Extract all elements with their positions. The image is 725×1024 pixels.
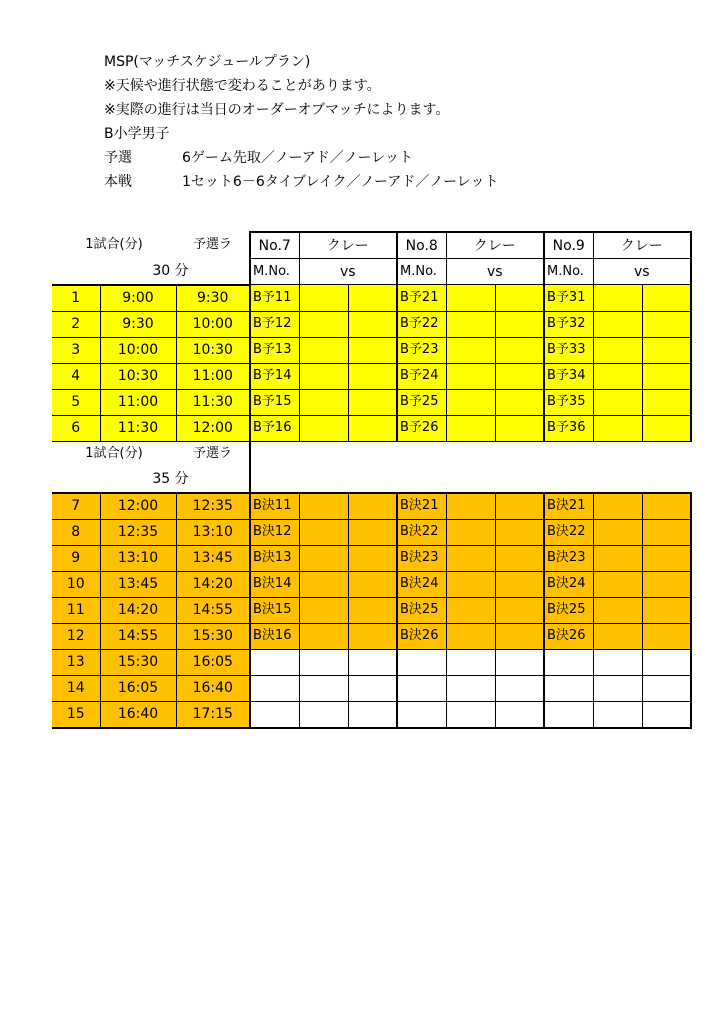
player-slot [348,597,397,623]
match-number: B予15 [250,389,299,415]
match-number: B予34 [544,363,593,389]
vs-label: vs [299,259,397,285]
start-time: 14:20 [100,597,176,623]
end-time: 13:10 [176,519,250,545]
court-number: No.9 [544,232,593,259]
block-header-row [52,232,691,259]
vs-label: vs [593,259,691,285]
player-slot [642,545,691,571]
player-slot [642,623,691,649]
schedule-row [52,597,691,623]
player-slot [348,519,397,545]
main-label: 本戦 [104,174,132,190]
player-slot [495,623,544,649]
player-slot [593,623,642,649]
round-number: 8 [52,519,100,545]
mno-label: M.No. [250,259,299,285]
player-slot [299,389,348,415]
player-slot [446,311,495,337]
schedule-row [52,519,691,545]
round-label: 予選ラ [176,441,250,467]
match-number: B予25 [397,389,446,415]
match-number: B予23 [397,337,446,363]
player-slot [299,363,348,389]
start-time: 15:30 [100,649,176,675]
match-number: B決21 [397,493,446,520]
round-number: 10 [52,571,100,597]
schedule-row [52,337,691,363]
match-number: B予13 [250,337,299,363]
player-slot [495,675,544,701]
end-time: 11:30 [176,389,250,415]
player-slot [642,649,691,675]
match-number: B予11 [250,285,299,312]
player-slot [593,311,642,337]
prelim-rule: 6ゲーム先取／ノーアド／ノーレット [182,150,413,166]
end-time: 11:00 [176,363,250,389]
header-spacer [250,467,691,493]
player-slot [446,519,495,545]
start-time: 11:30 [100,415,176,441]
main-rule: 1セット6－6タイブレイク／ノーアド／ノーレット [182,174,499,190]
player-slot [299,701,348,728]
player-slot [446,545,495,571]
start-time: 9:00 [100,285,176,312]
player-slot [446,493,495,520]
round-number: 3 [52,337,100,363]
match-number [397,649,446,675]
block-header-row [52,441,691,467]
main-format [104,170,499,194]
start-time: 16:40 [100,701,176,728]
schedule-row [52,389,691,415]
court-number: No.7 [250,232,299,259]
prelim-label: 予選 [104,150,132,166]
player-slot [299,311,348,337]
player-slot [446,363,495,389]
mno-label: M.No. [544,259,593,285]
header-spacer [250,441,691,467]
player-slot [495,545,544,571]
player-slot [446,623,495,649]
match-number: B決24 [397,571,446,597]
player-slot [299,571,348,597]
player-slot [495,649,544,675]
match-number: B決23 [397,545,446,571]
player-slot [299,675,348,701]
player-slot [642,415,691,441]
player-slot [446,415,495,441]
player-slot [299,649,348,675]
end-time: 16:05 [176,649,250,675]
player-slot [495,571,544,597]
match-number: B予35 [544,389,593,415]
start-time: 16:05 [100,675,176,701]
end-time: 10:00 [176,311,250,337]
match-number: B決24 [544,571,593,597]
player-slot [495,285,544,312]
match-number: B予21 [397,285,446,312]
player-slot [495,597,544,623]
end-time: 16:40 [176,675,250,701]
schedule-row [52,675,691,701]
player-slot [642,675,691,701]
player-slot [348,285,397,312]
player-slot [348,649,397,675]
player-slot [446,597,495,623]
match-number: B予26 [397,415,446,441]
player-slot [495,337,544,363]
match-number: B予12 [250,311,299,337]
player-slot [593,649,642,675]
player-slot [642,701,691,728]
player-slot [446,389,495,415]
match-number: B予31 [544,285,593,312]
player-slot [593,519,642,545]
match-number: B予14 [250,363,299,389]
player-slot [495,389,544,415]
player-slot [642,597,691,623]
match-number [544,701,593,728]
match-minutes: 30 分 [52,259,250,285]
match-number: B決12 [250,519,299,545]
start-time: 12:00 [100,493,176,520]
match-number: B決13 [250,545,299,571]
schedule-row [52,415,691,441]
start-time: 12:35 [100,519,176,545]
player-slot [348,571,397,597]
match-number: B決16 [250,623,299,649]
end-time: 10:30 [176,337,250,363]
match-number [250,649,299,675]
start-time: 13:45 [100,571,176,597]
match-number: B決14 [250,571,299,597]
round-number: 1 [52,285,100,312]
round-number: 15 [52,701,100,728]
end-time: 9:30 [176,285,250,312]
match-number: B決22 [544,519,593,545]
match-number: B決23 [544,545,593,571]
round-number: 14 [52,675,100,701]
match-number: B決15 [250,597,299,623]
weather-note: ※天候や進行状態で変わることがあります。 [104,78,381,94]
round-number: 7 [52,493,100,520]
match-number [250,701,299,728]
round-number: 5 [52,389,100,415]
player-slot [299,415,348,441]
match-number: B予24 [397,363,446,389]
court-surface: クレー [299,232,397,259]
player-slot [593,363,642,389]
player-slot [642,285,691,312]
player-slot [348,675,397,701]
player-slot [593,571,642,597]
schedule-row [52,493,691,520]
round-number: 2 [52,311,100,337]
start-time: 14:55 [100,623,176,649]
schedule-row [52,311,691,337]
start-time: 10:30 [100,363,176,389]
player-slot [446,285,495,312]
player-slot [642,493,691,520]
schedule-table [52,231,692,729]
player-slot [495,415,544,441]
match-duration-label: 1試合(分) [85,446,143,461]
start-time: 13:10 [100,545,176,571]
end-time: 17:15 [176,701,250,728]
match-number: B決22 [397,519,446,545]
player-slot [593,597,642,623]
document-header [104,50,499,194]
match-number [544,649,593,675]
match-number: B予16 [250,415,299,441]
mno-label: M.No. [397,259,446,285]
order-note: ※実際の進行は当日のオーダーオブマッチによります。 [104,102,450,118]
player-slot [299,337,348,363]
player-slot [642,363,691,389]
round-number: 6 [52,415,100,441]
start-time: 10:00 [100,337,176,363]
player-slot [348,311,397,337]
end-time: 13:45 [176,545,250,571]
court-number: No.8 [397,232,446,259]
end-time: 14:55 [176,597,250,623]
player-slot [299,519,348,545]
court-surface: クレー [593,232,691,259]
schedule-row [52,363,691,389]
schedule-row [52,701,691,728]
player-slot [446,675,495,701]
round-number: 9 [52,545,100,571]
player-slot [593,545,642,571]
match-number: B予22 [397,311,446,337]
round-number: 4 [52,363,100,389]
player-slot [593,337,642,363]
round-number: 13 [52,649,100,675]
player-slot [446,649,495,675]
match-number [544,675,593,701]
category-label: B小学男子 [104,126,170,142]
schedule-row [52,649,691,675]
match-duration-label: 1試合(分) [85,237,143,253]
end-time: 14:20 [176,571,250,597]
schedule-body [52,232,691,728]
player-slot [446,571,495,597]
match-number [250,675,299,701]
match-number: B決26 [397,623,446,649]
player-slot [495,519,544,545]
player-slot [348,337,397,363]
player-slot [348,415,397,441]
match-number: B決21 [544,493,593,520]
player-slot [593,701,642,728]
end-time: 12:35 [176,493,250,520]
schedule-row [52,545,691,571]
player-slot [593,415,642,441]
player-slot [348,623,397,649]
match-minutes: 35 分 [52,467,250,493]
round-label: 予選ラ [176,232,250,259]
player-slot [593,675,642,701]
player-slot [299,623,348,649]
match-number: B予33 [544,337,593,363]
player-slot [299,493,348,520]
player-slot [495,311,544,337]
player-slot [495,701,544,728]
player-slot [446,337,495,363]
round-number: 12 [52,623,100,649]
vs-label: vs [446,259,544,285]
match-number [397,675,446,701]
schedule-row [52,285,691,312]
player-slot [495,493,544,520]
start-time: 9:30 [100,311,176,337]
player-slot [593,389,642,415]
player-slot [642,389,691,415]
block-subheader-row [52,467,691,493]
player-slot [642,571,691,597]
end-time: 15:30 [176,623,250,649]
player-slot [593,493,642,520]
match-number: B予36 [544,415,593,441]
court-surface: クレー [446,232,544,259]
player-slot [642,337,691,363]
player-slot [446,701,495,728]
match-number [397,701,446,728]
player-slot [348,701,397,728]
end-time: 12:00 [176,415,250,441]
match-number: B決25 [544,597,593,623]
prelim-format [104,146,499,170]
player-slot [348,493,397,520]
start-time: 11:00 [100,389,176,415]
player-slot [495,363,544,389]
player-slot [348,545,397,571]
player-slot [299,545,348,571]
player-slot [642,519,691,545]
player-slot [299,597,348,623]
block-subheader-row [52,259,691,285]
match-number: B予32 [544,311,593,337]
player-slot [348,363,397,389]
round-number: 11 [52,597,100,623]
player-slot [593,285,642,312]
match-number: B決11 [250,493,299,520]
player-slot [642,311,691,337]
match-number: B決26 [544,623,593,649]
schedule-row [52,623,691,649]
player-slot [348,389,397,415]
match-number: B決25 [397,597,446,623]
player-slot [299,285,348,312]
schedule-title: MSP(マッチスケジュールプラン) [104,54,311,70]
schedule-row [52,571,691,597]
